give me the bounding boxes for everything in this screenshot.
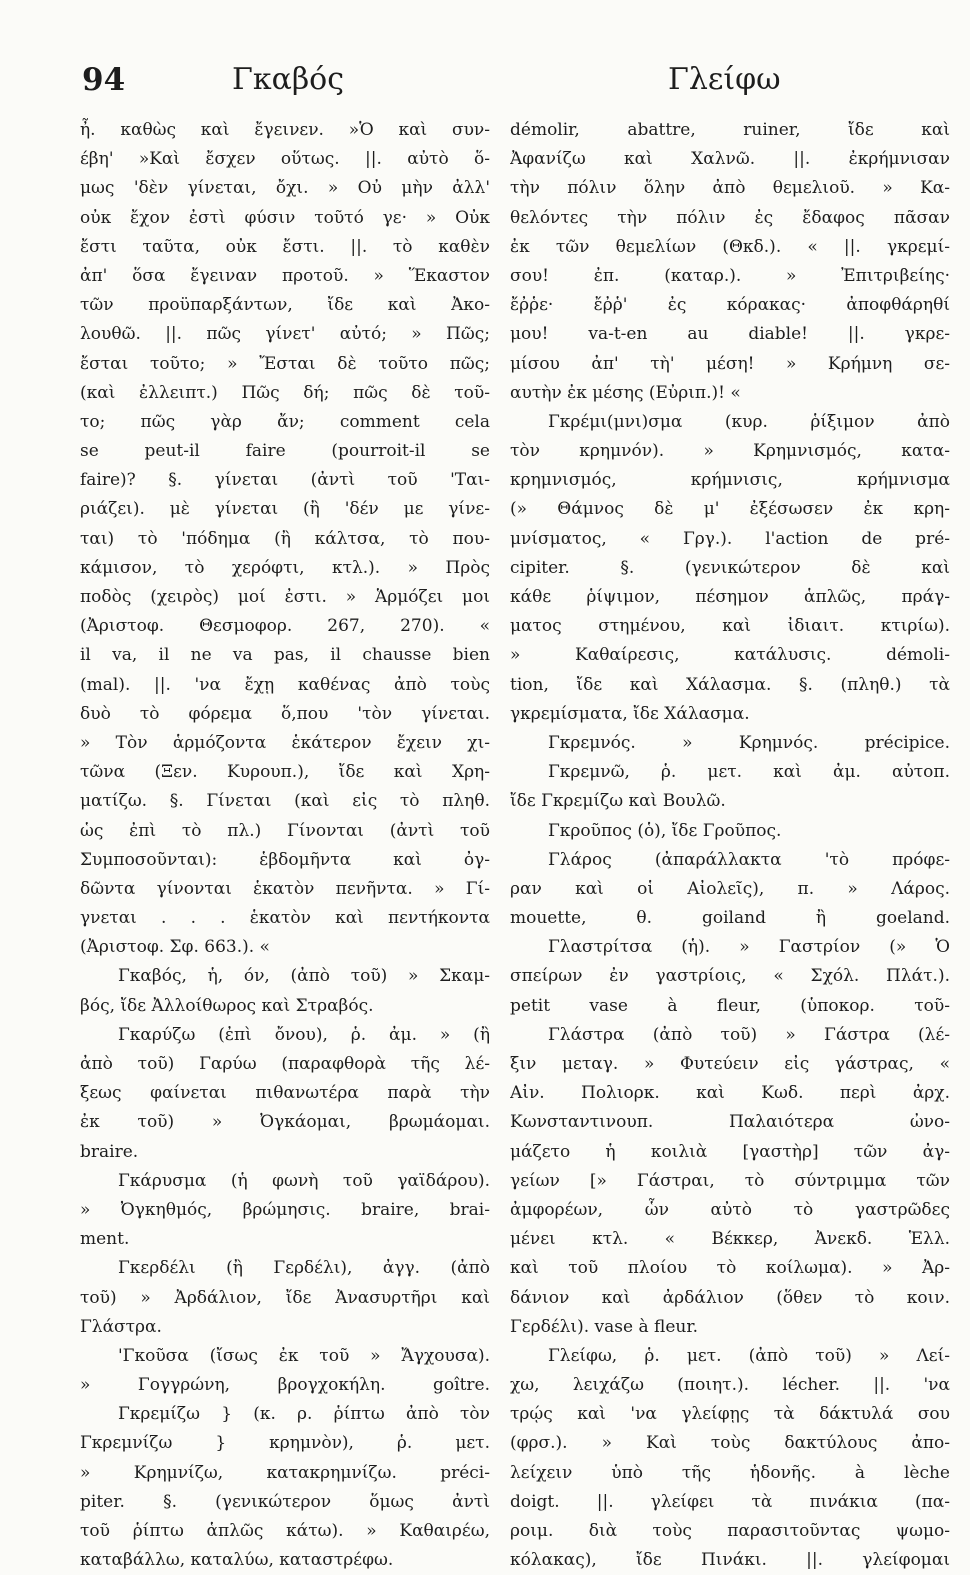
text-line: » Τὸν ἁρμόζοντα ἑκάτερον ἔχειν χι- — [80, 732, 490, 753]
text-line: μου! va-t-en au diable! ||. γκρε- — [510, 324, 950, 345]
text-line: ἔῤῥε· ἔῤῥ' ἐς κόρακας· ἀποφθάρηθί — [510, 295, 950, 316]
text-line: μένει κτλ. « Βέκκερ, Ἀνεκδ. Ἑλλ. — [510, 1229, 950, 1250]
text-line: (καὶ ἐλλειπτ.) Πῶς δή; πῶς δὲ τοῦ- — [80, 382, 490, 403]
text-line: τῶν προϋπαρξάντων, ἴδε καὶ Ἀκο- — [80, 295, 490, 316]
text-line: τῶνα (Ξεν. Κυρουπ.), ἴδε καὶ Χρη- — [80, 762, 490, 783]
text-line: λείχειν ὑπὸ τῆς ἡδονῆς. à lèche — [510, 1462, 950, 1483]
text-line: θελόντες τὴν πόλιν ἐς ἔδαφος πᾶσαν — [510, 207, 950, 228]
text-line: (» Θάμνος δὲ μ' ἐξέσωσεν ἐκ κρη- — [510, 499, 950, 520]
text-line: 'Γκοῦσα (ἴσως ἐκ τοῦ » Ἄγχουσα). — [118, 1345, 490, 1366]
text-line: ἀπ' ὅσα ἔγειναν προτοῦ. » Ἕκαστον — [80, 265, 490, 286]
left-column — [80, 116, 490, 1575]
text-line: Γλείφω, ῥ. μετ. (ἀπὸ τοῦ) » Λεί- — [548, 1345, 950, 1366]
page-number: 94 — [82, 62, 126, 98]
text-line: μνίσματος, « Γργ.). l'action de pré- — [510, 528, 950, 549]
text-line: μως 'δὲν γίνεται, ὄχι. » Οὐ μὴν ἀλλ' — [80, 178, 490, 199]
text-line: ὡς ἐπὶ τὸ πλ.) Γίνονται (ἀντὶ τοῦ — [80, 820, 490, 841]
text-line: (Ἀριστοφ. Σφ. 663.). « — [80, 937, 270, 958]
text-line: κάθε ῥίψιμον, πέσημον ἁπλῶς, πράγ- — [510, 587, 950, 607]
text-line: Γλάστρα. — [80, 1316, 162, 1337]
text-line: Αἰν. Πολιορκ. καὶ Κωδ. περὶ ἀρχ. — [510, 1083, 950, 1104]
text-line: » Καθαίρεσις, κατάλυσις. démoli- — [510, 645, 950, 666]
text-line: καταβάλλω, καταλύω, καταστρέφω. — [80, 1550, 394, 1571]
running-header — [0, 62, 970, 110]
text-line: il va, il ne va pas, il chausse bien — [80, 645, 490, 666]
text-line: cipiter. §. (γενικώτερον δὲ καὶ — [510, 557, 950, 578]
text-line: ἔσται τοῦτο; » Ἔσται δὲ τοῦτο πῶς; — [80, 353, 490, 374]
text-line: mouette, θ. goiland ἢ goeland. — [510, 908, 950, 929]
text-line: Γλαστρίτσα (ἡ). » Γαστρίον (» Ὁ — [548, 937, 950, 958]
text-line: Γκρεμίζω } (κ. ρ. ῥίπτω ἀπὸ τὸν — [118, 1404, 490, 1425]
text-line: δάνιον καὶ ἀρδάλιον (ὅθεν τὸ κοιν. — [510, 1287, 950, 1308]
text-line: ἐκ τῶν θεμελίων (Θκδ.). « ||. γκρεμί- — [510, 236, 950, 257]
text-line: ἦ. καθὼς καὶ ἔγεινεν. »Ὁ καὶ συν- — [80, 120, 490, 140]
text-line: τοῦ) » Ἀρδάλιον, ἴδε Ἀνασυρτῆρι καὶ — [80, 1287, 490, 1308]
text-line: λουθῶ. ||. πῶς γίνετ' αὐτό; » Πῶς; — [80, 324, 490, 345]
text-line: (mal). ||. 'να ἔχῃ καθένας ἀπὸ τοὺς — [80, 674, 490, 695]
text-line: Γκρεμνός. » Κρημνός. précipice. — [548, 732, 950, 753]
text-line: το; πῶς γὰρ ἄν; comment cela — [80, 411, 490, 432]
text-line: (φρσ.). » Καὶ τοὺς δακτύλους ἀπο- — [510, 1433, 950, 1454]
text-line: ἔστι ταῦτα, οὐκ ἔστι. ||. τὸ καθὲν — [80, 236, 490, 257]
text-line: démolir, abattre, ruiner, ἴδε καὶ — [510, 120, 950, 140]
text-line: Γλάρος (ἀπαράλλακτα 'τὸ πρόφε- — [548, 849, 950, 870]
text-line: ξιν μεταγ. » Φυτεύειν εἰς γάστρας, « — [510, 1054, 950, 1074]
text-line: καὶ τοῦ πλοίου τὸ κοίλωμα). » Ἀρ- — [510, 1258, 950, 1279]
text-line: ματίζω. §. Γίνεται (καὶ εἰς τὸ πληθ. — [80, 791, 490, 812]
right-column — [510, 116, 950, 1575]
text-line: petit vase à fleur, (ὑποκορ. τοῦ- — [510, 995, 950, 1016]
text-line: βός, ἴδε Ἀλλοίθωρος καὶ Στραβός. — [80, 995, 374, 1016]
text-line: τοῦ ῥίπτω ἁπλῶς κάτω). » Καθαιρέω, — [80, 1521, 490, 1541]
text-line: γνεται . . . ἑκατὸν καὶ πεντήκοντα — [80, 908, 490, 929]
text-line: Γκαρύζω (ἐπὶ ὄνου), ῥ. ἀμ. » (ἢ — [118, 1024, 490, 1045]
text-line: μίσου ἀπ' τὴ' μέση! » Κρήμνη σε- — [510, 353, 950, 374]
text-line: tion, ἴδε καὶ Χάλασμα. §. (πληθ.) τὰ — [510, 674, 950, 695]
text-line: Γλάστρα (ἀπὸ τοῦ) » Γάστρα (λέ- — [548, 1024, 950, 1045]
text-line: Κωνσταντινουπ. Παλαιότερα ὠνο- — [510, 1112, 950, 1133]
text-line: » Ὀγκηθμός, βρώμησις. braire, brai- — [80, 1199, 490, 1220]
text-line: κάμισον, τὸ χερόφτι, κτλ.). » Πρὸς — [80, 557, 490, 578]
text-line: ροιμ. διὰ τοὺς παρασιτοῦντας ψωμο- — [510, 1521, 950, 1541]
text-line: αυτὴν ἐκ μέσης (Εὐριπ.)! « — [510, 382, 741, 403]
text-line: οὐκ ἔχον ἐστὶ φύσιν τοῦτό γε· » Οὐκ — [80, 207, 490, 228]
text-line: χω, λειχάζω (ποιητ.). lécher. ||. 'να — [510, 1375, 950, 1396]
text-line: κόλακας), ἴδε Πινάκι. ||. γλείφομαι — [510, 1550, 950, 1571]
text-line: Συμποσοῦνται): ἑβδομῆντα καὶ ὀγ- — [80, 849, 490, 870]
text-line: Ἀφανίζω καὶ Χαλνῶ. ||. ἐκρήμνισαν — [510, 149, 950, 170]
text-line: braire. — [80, 1141, 139, 1162]
text-line: Γκρεμνῶ, ῥ. μετ. καὶ ἀμ. αὐτοπ. — [548, 762, 950, 783]
text-line: τὴν πόλιν ὅλην ἀπὸ θεμελιοῦ. » Κα- — [510, 178, 950, 199]
text-line: Γκάρυσμα (ἡ φωνὴ τοῦ γαϊδάρου). — [118, 1170, 490, 1191]
text-line: doigt. ||. γλείφει τὰ πινάκια (πα- — [510, 1491, 950, 1512]
text-line: Γκαβός, ἡ, όν, (ἀπὸ τοῦ) » Σκαμ- — [118, 966, 490, 987]
text-line: κρημνισμός, κρήμνισις, κρήμνισμα — [510, 470, 950, 491]
text-line: σου! ἐπ. (καταρ.). » Ἐπιτριβείης· — [510, 265, 950, 286]
text-line: ται) τὸ 'πόδημα (ἢ κάλτσα, τὸ που- — [80, 528, 490, 549]
text-line: δυὸ τὸ φόρεμα ὅ,που 'τὸν γίνεται. — [80, 703, 490, 724]
text-line: (Ἀριστοφ. Θεσμοφορ. 267, 270). « — [80, 616, 490, 637]
text-line: Γκερδέλι (ἢ Γερδέλι), ἀγγ. (ἀπὸ — [118, 1258, 490, 1279]
text-line: ξεως φαίνεται πιθανωτέρα παρὰ τὴν — [80, 1083, 490, 1104]
text-line: ριάζει). μὲ γίνεται (ἢ 'δέν με γίνε- — [80, 499, 490, 520]
text-line: faire)? §. γίνεται (ἀντὶ τοῦ 'Ται- — [80, 470, 490, 491]
text-line: » Γογγρώνη, βρογχοκήλη. goître. — [80, 1375, 490, 1396]
text-line: se peut-il faire (pourroit-il se — [80, 441, 490, 462]
text-line: γκρεμίσματα, ἴδε Χάλασμα. — [510, 703, 750, 724]
text-line: ἀμφορέων, ὧν αὐτὸ τὸ γαστρῶδες — [510, 1199, 950, 1220]
left-headword: Γκαβός — [232, 62, 345, 97]
text-line: τρῴς καὶ 'να γλείφῃς τὰ δάκτυλά σου — [510, 1404, 950, 1425]
text-line: ment. — [80, 1229, 130, 1250]
text-line: δῶντα γίνονται ἑκατὸν πενῆντα. » Γί- — [80, 878, 490, 899]
text-line: piter. §. (γενικώτερον ὅμως ἀντὶ — [80, 1491, 490, 1512]
right-headword: Γλείφω — [668, 62, 781, 97]
text-line: γείων [» Γάστραι, τὸ σύντριμμα τῶν — [510, 1170, 950, 1191]
text-line: τὸν κρημνόν). » Κρημνισμός, κατα- — [510, 441, 950, 462]
text-line: σπείρων ἐν γαστρίοις, « Σχόλ. Πλάτ.). — [510, 966, 950, 987]
text-line: Γερδέλι). vase à fleur. — [510, 1316, 698, 1337]
text-line: ματος στημένου, καὶ ἰδιαιτ. κτιρίω). — [510, 616, 950, 637]
text-line: Γκροῦπος (ὁ), ἴδε Γροῦπος. — [548, 820, 782, 841]
text-line: ἴδε Γκρεμίζω καὶ Βουλῶ. — [510, 791, 726, 812]
text-line: » Κρημνίζω, κατακρημνίζω. préci- — [80, 1462, 490, 1483]
text-line: ραν καὶ οἱ Αἰολεῖς), π. » Λάρος. — [510, 878, 950, 899]
text-line: ἀπὸ τοῦ) Γαρύω (παραφθορὰ τῆς λέ- — [80, 1054, 490, 1074]
text-line: ἐκ τοῦ) » Ὀγκάομαι, βρωμάομαι. — [80, 1112, 490, 1133]
text-line: μάζετο ἡ κοιλιὰ [γαστὴρ] τῶν ἀγ- — [510, 1141, 950, 1162]
text-line: Γκρέμι(μνι)σμα (κυρ. ῥίξιμον ἀπὸ — [548, 411, 950, 432]
text-line: ποδὸς (χειρὸς) μοί ἐστι. » Ἁρμόζει μοι — [80, 587, 490, 607]
text-line: Γκρεμνίζω } κρημνὸν), ῥ. μετ. — [80, 1433, 490, 1454]
text-line: έβη' »Καὶ ἔσχεν οὕτως. ||. αὐτὸ ὅ- — [80, 149, 490, 170]
